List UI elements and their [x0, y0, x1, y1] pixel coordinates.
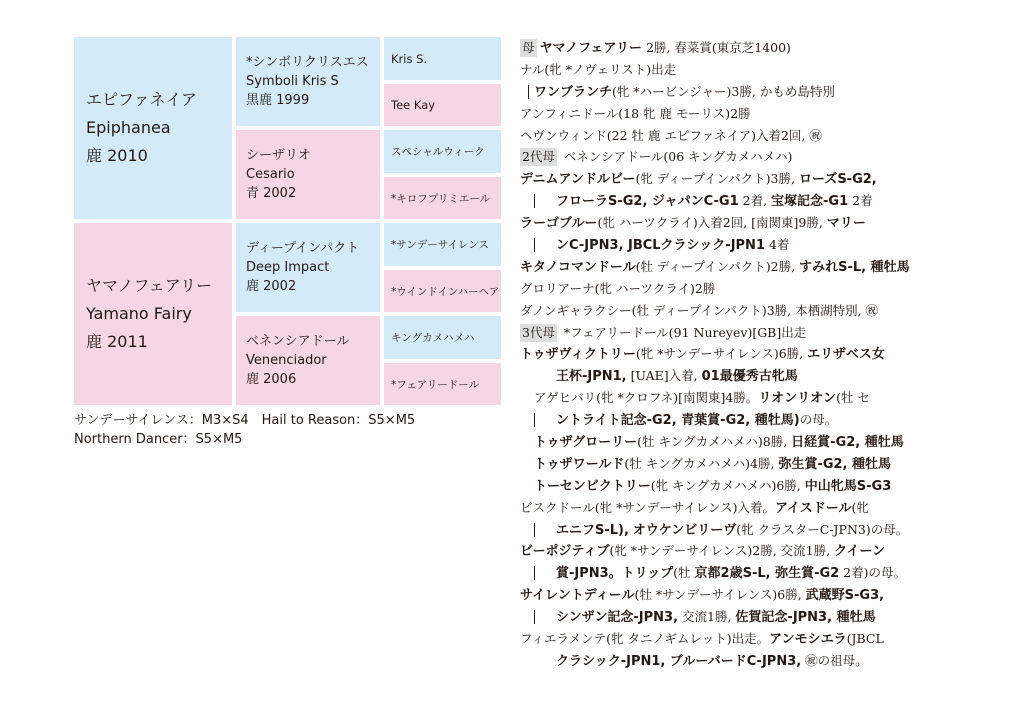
- note-text: (牡 ディープインパクト)2勝,: [635, 258, 800, 274]
- g3-cell: [384, 177, 501, 219]
- dam-cell: [74, 223, 232, 405]
- note-bold-text: トゥザヴィクトリー: [520, 347, 636, 363]
- note-text: (牡 キングカメハメハ)8勝,: [637, 434, 792, 450]
- note-bold-text: リオンリオン: [758, 391, 837, 407]
- note-line: [520, 584, 960, 606]
- generation-tag: 3代母: [522, 324, 555, 340]
- note-text: 交流1勝,: [678, 609, 736, 625]
- dam-name-jp: ヤマノフェアリー: [86, 276, 213, 295]
- dam-dam-name-jp: ベネンシアドール: [246, 334, 350, 349]
- note-line: [520, 278, 960, 300]
- g3-name: *フェアリードール: [391, 378, 480, 391]
- sire-dam-cell: [236, 130, 380, 219]
- note-bold-text: オウケンビリーヴ: [632, 522, 737, 538]
- note-bold-text: エリザベス女: [807, 347, 885, 363]
- note-bold-text: クラシック-JPN1, ブルーバードC-JPN3,: [556, 653, 802, 669]
- sire-dam-info: 青 2002: [246, 186, 297, 201]
- note-line: [520, 212, 960, 234]
- note-bold-text: トゥザワールド: [534, 456, 625, 472]
- note-text: (牝 ハーツクライ)入着2回, [南関東]9勝,: [597, 215, 827, 231]
- note-bold-text: サイレントディール: [520, 588, 635, 604]
- note-bold-text: 日経賞-G2, 種牡馬: [791, 435, 904, 451]
- g3-cell: [384, 316, 501, 359]
- note-line: [520, 540, 960, 562]
- generation-tag: 母: [522, 40, 535, 55]
- dam-dam-name-en: Venenciador: [246, 353, 327, 368]
- note-line: [520, 453, 960, 475]
- note-text: 2着)の母。: [839, 565, 907, 581]
- note-line: [520, 37, 960, 59]
- note-text: フィエラメンテ(牝 タニノギムレット)出走。: [520, 631, 770, 647]
- note-line: [520, 168, 960, 190]
- sire-dam-name-jp: シーザリオ: [246, 148, 311, 163]
- note-text: ナル(牝 *ノヴェリスト)出走: [520, 61, 677, 77]
- g3-cell: [384, 223, 501, 266]
- pedigree-table: [74, 37, 501, 405]
- inbreeding-line: Northern Dancer：S5×M5: [74, 432, 243, 447]
- note-bold-text: トゥザグローリー: [534, 435, 638, 451]
- sire-sire-name-en: Symboli Kris S: [246, 74, 339, 89]
- family-notes: [520, 37, 960, 672]
- note-text: ㊗の祖母。: [801, 652, 868, 668]
- note-line: [520, 103, 960, 125]
- note-bold-text: ヤマノフェアリー: [539, 41, 642, 56]
- dam-sire-name-jp: ディープインパクト: [246, 241, 360, 256]
- inbreeding-line: サンデーサイレンス：M3×S4 Hail to Reason：S5×M5: [74, 413, 416, 428]
- sire-sire-cell: [236, 37, 380, 126]
- note-bold-text: マリー: [826, 216, 866, 232]
- note-line: [520, 81, 960, 103]
- note-bold-text: ントライト記念-G2, 青葉賞-G2, 種牡馬): [556, 413, 800, 429]
- note-text: の母。: [799, 412, 838, 428]
- note-text: *フェアリードール(91 Nureyev)[GB]出走: [559, 324, 807, 340]
- note-bold-text: 弥生賞-G2, 種牡馬: [778, 456, 892, 472]
- dam-sire-name-en: Deep Impact: [246, 260, 330, 275]
- note-text: (牡 *サンデーサイレンス)6勝,: [634, 587, 806, 603]
- sire-sire-name-jp: *シンボリクリスエス: [246, 55, 369, 70]
- note-line: [520, 300, 960, 322]
- note-bold-text: 宝塚記念-G1: [771, 194, 849, 210]
- note-text: (牡 セ: [836, 390, 870, 406]
- note-text: (牝 *サンデーサイレンス)2勝, 交流1勝,: [609, 543, 835, 559]
- note-text: (JBCL: [846, 631, 884, 647]
- note-text: アゲヒバリ(牝 *クロフネ)[南関東]4勝。: [534, 390, 759, 406]
- g3-name: *キロフプリミエール: [391, 192, 491, 205]
- note-text: ダノンギャラクシー(牡 ディープインパクト)3勝, 本栖湖特別, ㊗: [520, 302, 879, 318]
- note-bold-text: トーセンビクトリー: [534, 478, 651, 494]
- note-text: [UAE]入着,: [626, 368, 702, 384]
- note-line: [520, 628, 960, 650]
- g3-name: *サンデーサイレンス: [391, 239, 489, 251]
- note-bold-text: ワンブランチ: [534, 84, 613, 100]
- sire-name-en: Epiphanea: [86, 118, 171, 137]
- note-line: [520, 606, 960, 628]
- inbreeding-notes: [74, 411, 415, 449]
- dam-sire-info: 鹿 2002: [246, 279, 297, 294]
- note-text: (牝 ディープインパクト)3勝,: [635, 171, 799, 187]
- note-text: (牝 キングカメハメハ)6勝,: [650, 477, 805, 493]
- note-line: [520, 146, 960, 168]
- note-text: 4着: [764, 237, 790, 253]
- g3-name: Tee Kay: [391, 98, 436, 112]
- note-bold-text: フローラS-G2, ジャパンC-G1: [556, 194, 739, 210]
- note-bold-text: エニフS-L),: [556, 522, 629, 538]
- g3-cell: [384, 37, 501, 80]
- dam-sire-cell: [236, 223, 380, 312]
- note-line: [520, 190, 960, 212]
- note-bold-text: 佐賀記念-JPN3, 種牡馬: [735, 610, 876, 626]
- dam-dam-cell: [236, 316, 380, 405]
- note-text: グロリアーナ(牝 ハーツクライ)2勝: [520, 280, 716, 296]
- note-bold-text: シンザン記念-JPN3,: [556, 610, 679, 626]
- note-line: [520, 234, 960, 256]
- note-bold-text: 賞-JPN3。トリップ: [556, 566, 674, 582]
- note-bold-text: すみれS-L, 種牡馬: [799, 259, 910, 275]
- g3-name: スペシャルウィーク: [391, 146, 485, 158]
- note-bold-text: ローズS-G2,: [798, 172, 877, 188]
- note-line: [520, 562, 960, 584]
- sire-cell: [74, 37, 232, 219]
- note-text: 2着: [848, 193, 873, 209]
- note-line: [520, 431, 960, 453]
- note-text: ビスクドール(牝 *サンデーサイレンス)入着。: [520, 499, 776, 515]
- dam-dam-info: 鹿 2006: [246, 372, 297, 387]
- note-line: [520, 256, 960, 278]
- g3-cell: [384, 130, 501, 173]
- note-bold-text: 武蔵野S-G3,: [805, 588, 885, 604]
- note-line: [520, 322, 960, 344]
- g3-name: Kris S.: [391, 51, 428, 66]
- g3-name: *ウインドインハーヘア: [391, 285, 500, 298]
- note-text: ベネンシアドール(06 キングカメハメハ): [559, 149, 793, 165]
- sire-sire-info: 黒鹿 1999: [246, 93, 310, 108]
- note-bold-text: 王杯-JPN1,: [556, 369, 627, 385]
- note-line: [520, 365, 960, 387]
- generation-tag: 2代母: [522, 149, 555, 165]
- g3-cell: [384, 270, 501, 312]
- note-line: [520, 519, 960, 541]
- g3-cell: [384, 363, 501, 405]
- sire-info: 鹿 2010: [86, 146, 148, 165]
- note-text: (牡: [673, 565, 695, 581]
- note-bold-text: クイーン: [834, 544, 886, 560]
- note-line: [520, 125, 960, 147]
- note-bold-text: 01最優秀古牝馬: [701, 369, 798, 385]
- note-text: (牝: [851, 499, 869, 515]
- g3-name: キングカメハメハ: [391, 332, 475, 344]
- note-text: (牝 *サンデーサイレンス)6勝,: [635, 346, 808, 362]
- note-line: [520, 497, 960, 519]
- note-bold-text: ビーポジティブ: [520, 544, 610, 560]
- note-line: [520, 650, 960, 672]
- note-bold-text: キタノコマンドール: [520, 259, 636, 275]
- note-line: [520, 59, 960, 81]
- note-text: アンフィニドール(18 牝 鹿 モーリス)2勝: [520, 105, 751, 121]
- dam-info: 鹿 2011: [86, 332, 148, 351]
- note-text: 2勝, 春菜賞(東京芝1400): [641, 40, 791, 55]
- note-bold-text: ラーゴブルー: [520, 216, 598, 232]
- note-text: (牡 キングカメハメハ)4勝,: [624, 455, 779, 471]
- g3-cell: [384, 84, 501, 126]
- note-line: [520, 387, 960, 409]
- sire-dam-name-en: Cesario: [246, 167, 295, 182]
- note-bold-text: ンC-JPN3, JBCLクラシック-JPN1: [556, 238, 765, 254]
- note-bold-text: 中山牝馬S-G3: [804, 478, 892, 494]
- note-line: [520, 343, 960, 365]
- note-bold-text: 京都2歳S-L, 弥生賞-G2: [694, 566, 840, 582]
- note-bold-text: アイスドール: [775, 500, 852, 516]
- note-bold-text: デニムアンドルビー: [520, 172, 636, 188]
- sire-name-jp: エピファネイア: [86, 90, 197, 109]
- note-bold-text: アンモシエラ: [769, 632, 847, 648]
- note-text: (牝 クラスターC-JPN3)の母。: [736, 521, 909, 537]
- note-text: (牝 *ハービンジャー)3勝, かもめ島特別: [612, 83, 835, 99]
- note-line: [520, 475, 960, 497]
- dam-name-en: Yamano Fairy: [86, 304, 192, 323]
- note-line: [520, 409, 960, 431]
- note-text: ヘヴンウィンド(22 牡 鹿 エピファネイア)入着2回, ㊗: [520, 127, 822, 143]
- note-text: 2着,: [738, 193, 772, 209]
